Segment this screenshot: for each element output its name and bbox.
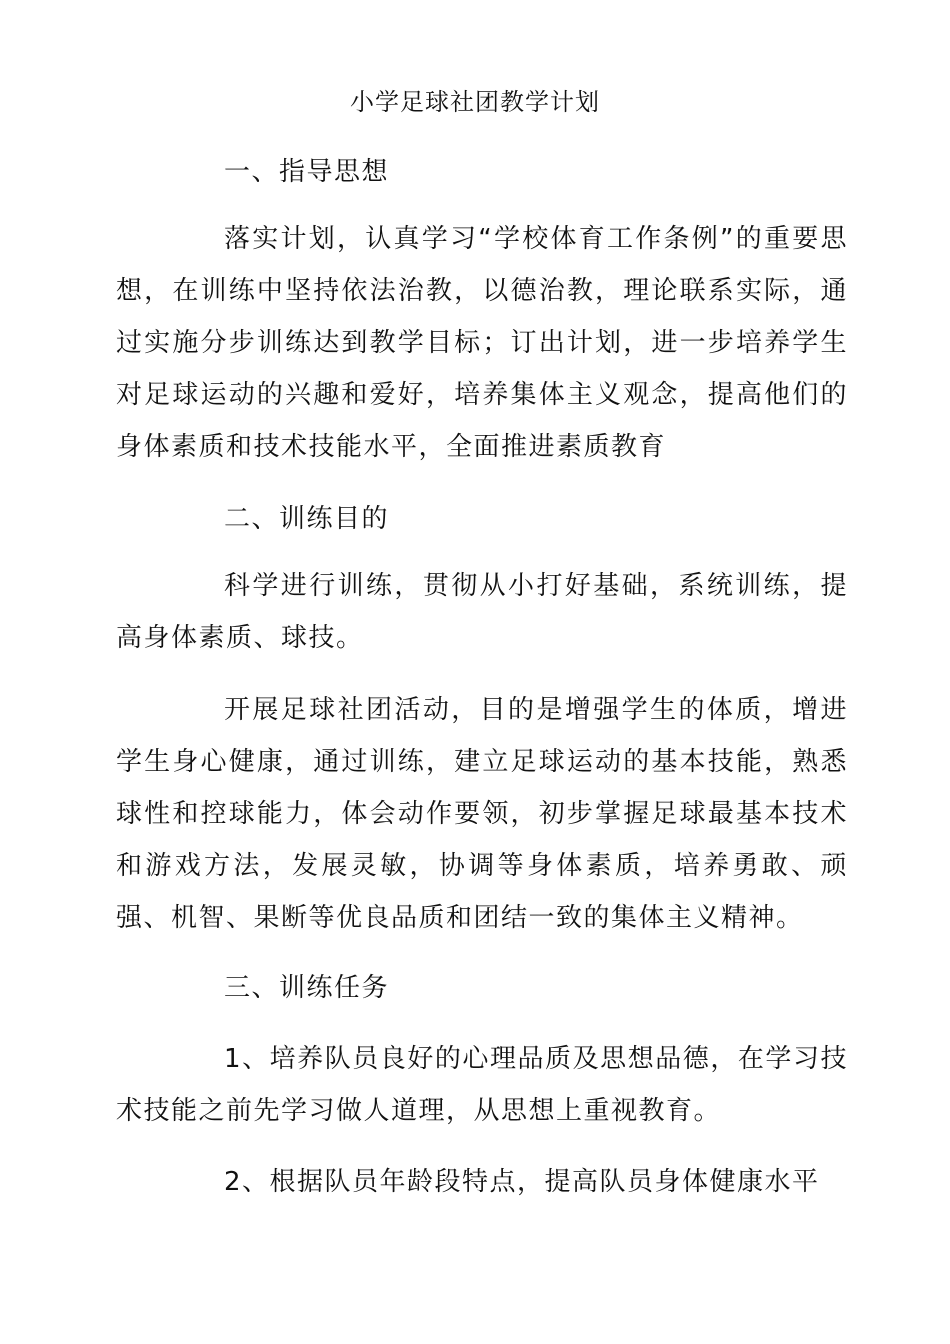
section-heading-guiding-thought: 一、指导思想 [224, 157, 390, 187]
section-heading-training-purpose: 二、训练目的 [224, 504, 390, 534]
paragraph-training-task-1: 1、培养队员良好的心理品质及思想品德，在学习技术技能之前先学习做人道理，从思想上重视教育。 [116, 1044, 848, 1126]
section-heading-training-tasks: 三、训练任务 [224, 973, 390, 1003]
paragraph-training-task-2: 2、根据队员年龄段特点，提高队员身体健康水平 [224, 1167, 820, 1197]
paragraph-training-purpose-2: 开展足球社团活动，目的是增强学生的体质，增进学生身心健康，通过训练，建立足球运动的基本技能，熟悉球性和控球能力，体会动作要领，初步掌握足球最基本技术和游戏方法，发展灵敏，协调等身体素质，培养勇敢、顽强、机智、果断等优良品质和团结一致的集体主义精神。 [116, 695, 848, 933]
paragraph-training-purpose-1: 科学进行训练，贯彻从小打好基础，系统训练，提高身体素质、球技。 [116, 571, 848, 653]
paragraph-guiding-thought: 落实计划，认真学习“学校体育工作条例”的重要思想，在训练中坚持依法治教，以德治教，理论联系实际，通过实施分步训练达到教学目标；订出计划，进一步培养学生对足球运动的兴趣和爱好，培养集体主义观念，提高他们的身体素质和技术技能水平，全面推进素质教育 [116, 224, 848, 462]
document-title: 小学足球社团教学计划 [350, 88, 600, 116]
